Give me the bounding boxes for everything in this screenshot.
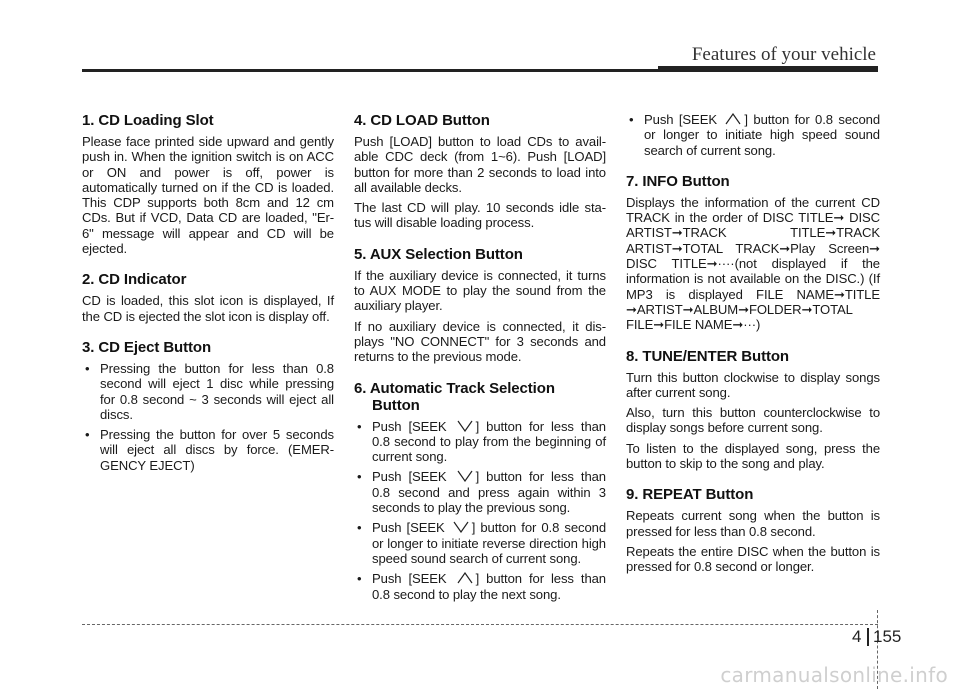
section-text: The last CD will play. 10 seconds idle sta-tus will disable loading process. <box>354 200 606 231</box>
list-item: • Pressing the button for less than 0.8 second will eject 1 disc while pressing for 0.8 second ~ 3 seconds will eject all discs. <box>85 360 334 422</box>
section-repeat <box>626 486 880 574</box>
bullet-list <box>626 112 880 158</box>
header-rule <box>82 69 878 72</box>
bullet-list <box>82 361 334 473</box>
list-item: • Push [SEEK ] button for less than 0.8 second to play from the beginning of current song. <box>357 418 606 465</box>
section-tune-enter <box>626 348 880 472</box>
section-heading: 9. REPEAT Button <box>626 486 754 504</box>
chevron-up-icon <box>724 113 742 125</box>
footer-divider <box>82 624 878 625</box>
section-text: Repeats the entire DISC when the button is pressed for 0.8 second or longer. <box>626 543 880 575</box>
section-track-selection <box>354 380 606 602</box>
section-text: To listen to the displayed song, press the button to skip to the song and play. <box>626 440 880 472</box>
page-number: 155 <box>873 627 902 646</box>
section-text: Displays the information of the current CD TRACK in the order of DISC TITLE➞ DISC ARTIST➞TRACK TITLE➞TRACK ARTIST➞TOTAL TRACK➞Play Screen➞ DISC TITLE➞····(not displayed if the information is not available on the DISC.) (If MP3 is displayed FILE NAME➞TITLE ➞ARTIST➞ALBUM➞FOLDER➞TOTAL FILE➞FILE NAME➞···) <box>626 194 880 333</box>
section-heading: 8. TUNE/ENTER Button <box>626 347 789 365</box>
list-item: • Push [SEEK ] button for 0.8 second or longer to initiate reverse direction high speed sound search of current song. <box>357 520 607 566</box>
section-heading: 7. INFO Button <box>626 172 730 190</box>
list-item: • Push [SEEK ] button for less than 0.8 second and press again within 3 seconds to play the previous song. <box>357 469 606 516</box>
section-info <box>626 173 880 333</box>
section-text: Please face printed side upward and gently push in. When the ignition switch is on ACC or ON and power is off, power is automatically turned on if the CD is loaded. This CDP supports both 8cm and 12 cm CDs. But if VCD, Data CD are loaded, "Er-6" message will appear and CD will be ejected. <box>82 134 334 257</box>
column-3 <box>626 112 880 590</box>
section-text: If the auxiliary device is connected, it turns to AUX MODE to play the sound from the auxiliary player. <box>354 267 606 314</box>
section-cd-load <box>354 112 606 231</box>
section-text: Repeats current song when the button is pressed for less than 0.8 second. <box>626 508 880 539</box>
chevron-down-icon <box>456 420 474 432</box>
section-text: Turn this button clockwise to display songs after current song. <box>626 369 880 400</box>
section-aux-selection <box>354 246 606 365</box>
section-text: CD is loaded, this slot icon is displayed, If the CD is ejected the slot icon is display off. <box>82 293 334 324</box>
column-2 <box>354 112 606 617</box>
section-heading: 4. CD LOAD Button <box>354 112 490 129</box>
page-header-title: Features of your vehicle <box>691 44 876 65</box>
section-cd-loading-slot <box>82 112 334 256</box>
list-item: • Pressing the button for over 5 seconds will eject all discs by force. (EMER-GENCY EJECT) <box>85 427 334 473</box>
section-heading: 6. Automatic Track Selection Button <box>354 379 555 414</box>
section-text: Push [LOAD] button to load CDs to avail-able CDC deck (from 1~6). Push [LOAD] button for more than 2 seconds to load into all available decks. <box>354 134 606 195</box>
section-text: Also, turn this button counterclockwise to display songs before current song. <box>626 405 880 436</box>
list-item: • Push [SEEK ] button for 0.8 second or longer to initiate high speed sound search of current song. <box>629 112 881 158</box>
chevron-up-icon <box>456 572 474 584</box>
chapter-number: 4 <box>852 627 862 646</box>
section-heading: 5. AUX Selection Button <box>354 245 523 263</box>
section-seek-continued <box>626 112 880 158</box>
list-item: • Push [SEEK ] button for less than 0.8 second to play the next song. <box>357 571 606 602</box>
section-heading: 1. CD Loading Slot <box>82 112 214 129</box>
bullet-list <box>354 419 606 602</box>
section-text: If no auxiliary device is connected, it dis-plays "NO CONNECT" for 3 seconds and returns to the previous mode. <box>354 318 606 365</box>
section-heading: 3. CD Eject Button <box>82 338 212 356</box>
column-1 <box>82 112 334 488</box>
chevron-down-icon <box>456 470 474 482</box>
chevron-down-icon <box>452 521 470 533</box>
section-cd-eject <box>82 339 334 473</box>
section-heading: 2. CD Indicator <box>82 271 187 289</box>
page-number-divider <box>867 628 869 646</box>
watermark: carmanualsonline.info <box>720 663 948 687</box>
section-cd-indicator <box>82 271 334 324</box>
